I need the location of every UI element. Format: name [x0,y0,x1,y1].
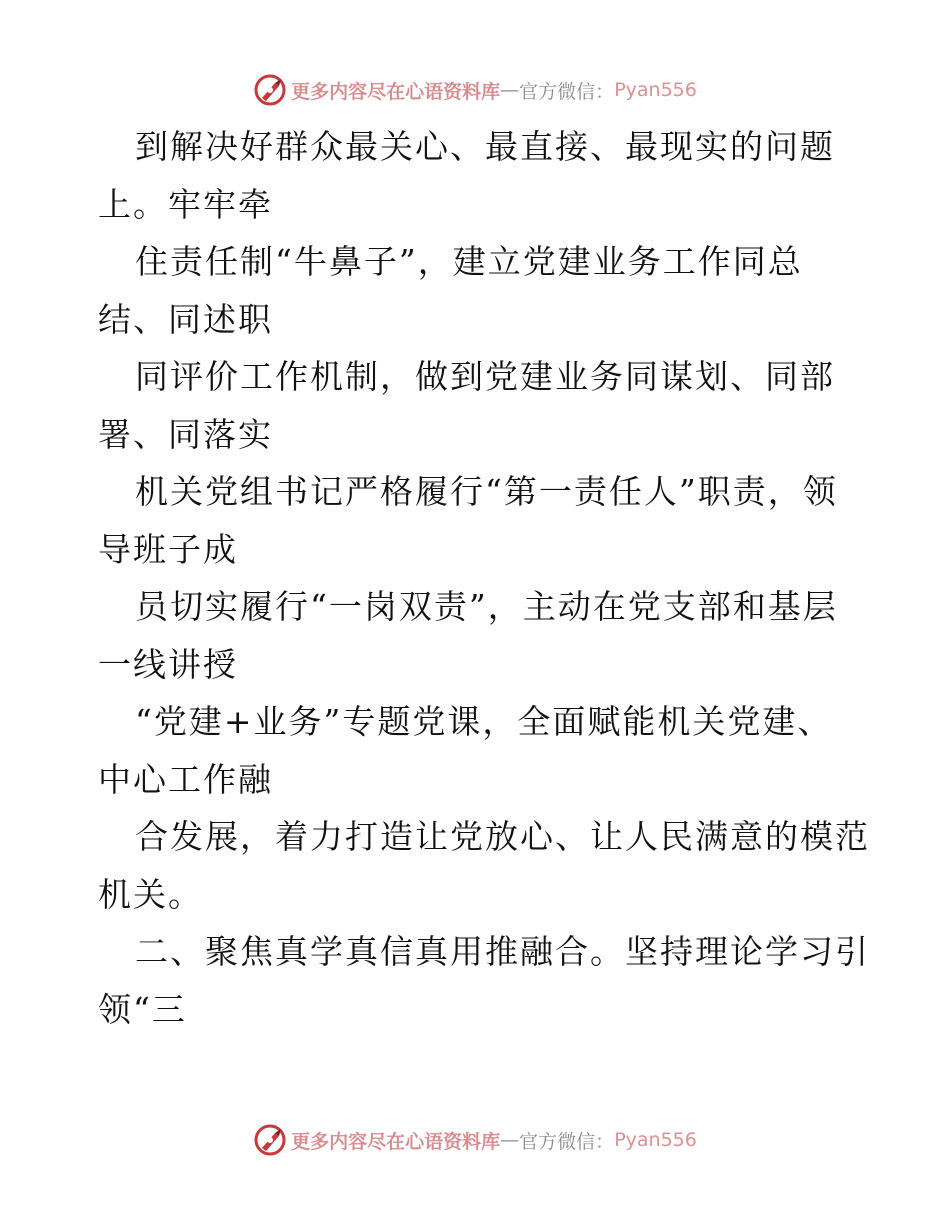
body-line: 到解决好群众最关心、最直接、最现实的问题 [135,127,835,166]
body-line: 二、聚焦真学真信真用推融合。坚持理论学习引 [135,932,870,971]
header-banner [0,70,950,110]
body-line: 机关党组书记严格履行“第一责任人”职责，领 [135,472,838,511]
footer-id: Pyan556 [614,1129,697,1151]
header-title: 更多内容尽在心语资料库 [291,80,501,103]
footer-contact: 官方微信： [519,1130,615,1153]
header-contact: 官方微信： [519,80,615,103]
body-line: 上。牢牢牵 [98,184,273,224]
body-line: 同评价工作机制，做到党建业务同谋划、同部 [135,357,835,396]
header-id: Pyan556 [614,79,697,101]
footer-title: 更多内容尽在心语资料库 [291,1130,501,1153]
body-line: 中心工作融 [98,759,273,799]
header-separator: — [500,79,520,101]
pen-logo-icon [253,1123,287,1157]
body-line: 合发展，着力打造让党放心、让人民满意的模范 [135,817,870,856]
pen-logo-icon [253,73,287,107]
body-line: 员切实履行“一岗双责”，主动在党支部和基层 [135,587,838,626]
body-line: 一线讲授 [98,644,238,684]
body-line: “党建+业务”专题党课，全面赋能机关党建、 [135,702,833,741]
body-line: 结、同述职 [98,299,273,339]
body-line: 住责任制“牛鼻子”，建立党建业务工作同总 [135,242,803,281]
body-line: 导班子成 [98,529,238,569]
body-line: 领“三 [98,989,187,1029]
footer-banner [0,1120,950,1160]
body-line: 机关。 [98,874,203,914]
footer-separator: — [500,1129,520,1151]
body-line: 署、同落实 [98,414,273,454]
document-body [98,118,870,1038]
